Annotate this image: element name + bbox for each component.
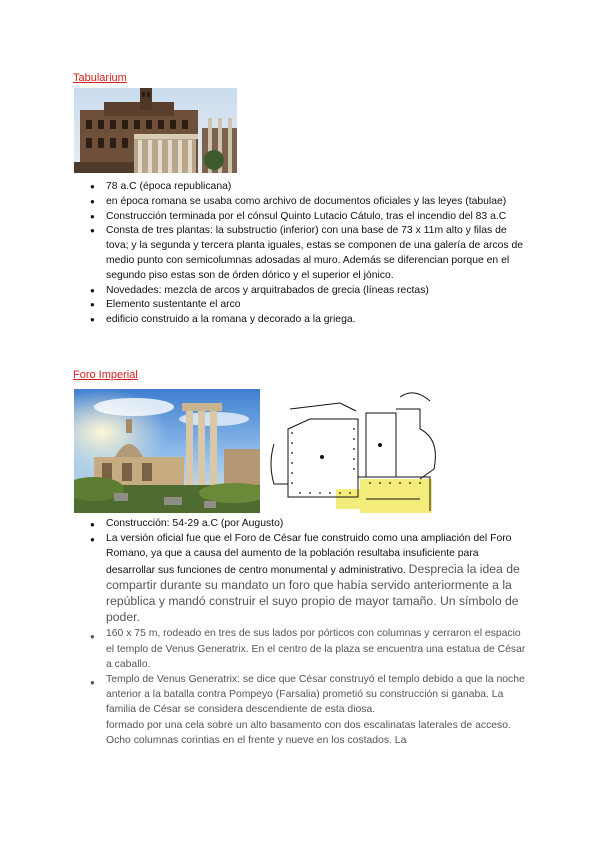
list-item-text-continued: formado por una cela sobre un alto basamento con dos escalinatas laterales de acceso. Ocho columnas corintias en el frente y nueve en los costados. La bbox=[106, 719, 511, 746]
list-item: ● 78 a.C (época republicana) bbox=[90, 180, 530, 195]
tabularium-bullet-list bbox=[90, 180, 530, 328]
list-item bbox=[90, 672, 530, 748]
foro-bullet-list bbox=[90, 516, 530, 748]
list-item bbox=[90, 516, 530, 531]
list-item-text-continued: Desprecia la idea de compartir durante su mandato un foro que había servido anteriormente a la república y mandó construir el suyo propio de mayor tamaño. Un símbolo de poder. bbox=[106, 561, 520, 625]
foro-photo bbox=[74, 389, 260, 513]
tabularium-photo bbox=[74, 88, 237, 173]
list-item: ● Consta de tres plantas: la substructio (inferior) con una base de 73 x 11m alto y filas de tova; y la segunda y tercera planta iguales, estas se componen de una galería de arcos de medio punto con semicolumnas adosadas al muro. Además se diferencian porque en el segundo piso estas son de órden dórico y el superior el jónico. bbox=[90, 224, 530, 283]
list-item: ● Construcción terminada por el cónsul Quinto Lutacio Cátulo, tras el incendio del 83 a.C bbox=[90, 210, 530, 225]
foro-floor-plan bbox=[270, 389, 448, 513]
section-title-foro-imperial: Foro Imperial bbox=[73, 369, 138, 381]
section-title-tabularium: Tabularium bbox=[73, 72, 127, 84]
list-item-text: Templo de Venus Generatrix: se dice que César construyó el templo debido a que la noche anterior a la batalla contra Pompeyo (Farsalia) prometió su construcción si ganaba. La familia de César se considera descendiente de esta diosa. bbox=[106, 674, 525, 716]
list-item: ● Novedades: mezcla de arcos y arquitrabados de grecia (líneas rectas) bbox=[90, 284, 530, 299]
list-item: ● edificio construido a la romana y decorado a la griega. bbox=[90, 313, 530, 328]
list-item: ● en época romana se usaba como archivo de documentos oficiales y las leyes (tabulae) bbox=[90, 195, 530, 210]
list-item-text: La versión oficial fue que el Foro de César fue construido como una ampliación del Foro Romano, ya que a causa del aumento de la población resultaba insuficiente para desarrollar sus funciones de centro monumental y administrativo. bbox=[106, 533, 512, 576]
list-item-text: Construcción: 54-29 a.C (por Augusto) bbox=[106, 518, 284, 529]
list-item bbox=[90, 531, 530, 626]
list-item: ● 160 x 75 m, rodeado en tres de sus lados por pórticos con columnas y cerraron el espacio el templo de Venus Generatrix. En el centro de la plaza se encuentra una estatua de César a caballo. bbox=[90, 626, 530, 672]
list-item: ● Elemento sustentante el arco bbox=[90, 298, 530, 313]
